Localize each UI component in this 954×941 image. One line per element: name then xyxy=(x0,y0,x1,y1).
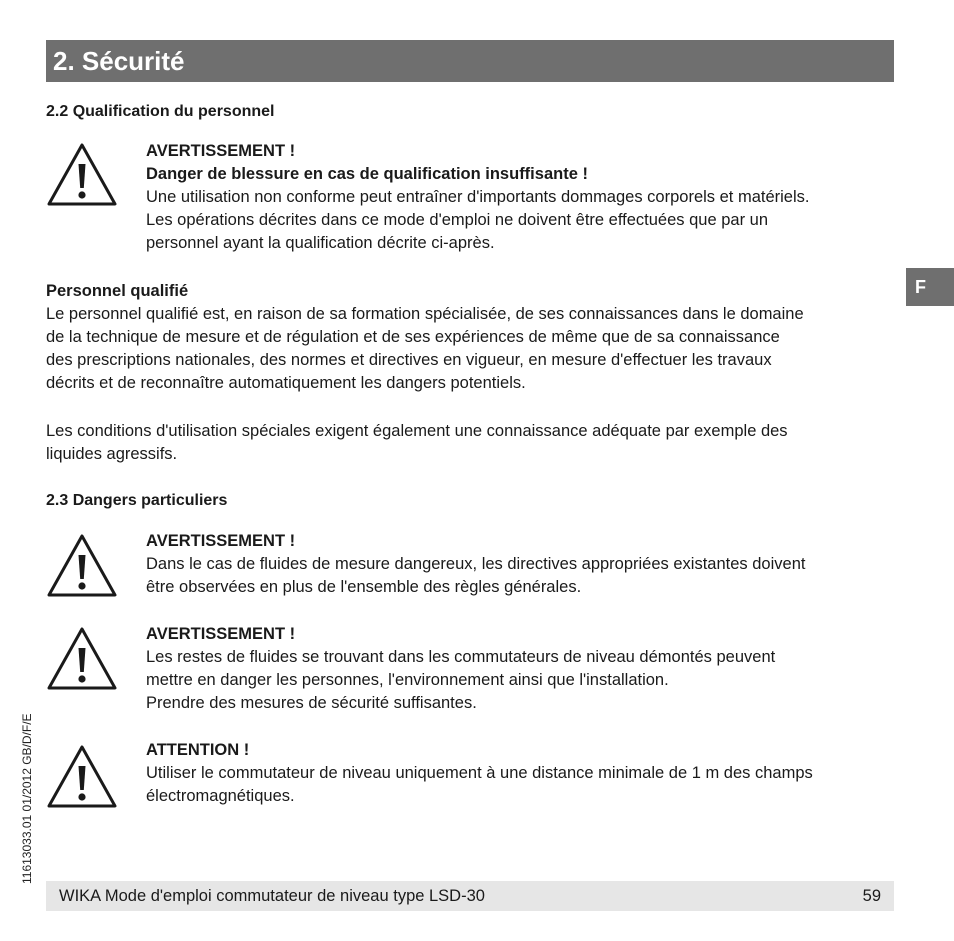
page-title: 2. Sécurité xyxy=(46,40,894,82)
qualified-personnel-paragraph xyxy=(46,280,898,395)
caution-label: ATTENTION ! xyxy=(146,741,250,759)
section-heading-2-3: 2.3 Dangers particuliers xyxy=(46,492,228,509)
warning-text-line: Dans le cas de fluides de mesure dangereux, les directives appropriées existantes doivent xyxy=(146,555,806,573)
warning-text-line: Une utilisation non conforme peut entraîner d'importants dommages corporels et matériels. xyxy=(146,188,810,206)
warning-block-qualification xyxy=(146,140,898,255)
language-tab: F xyxy=(906,268,954,306)
warning-text-line: Prendre des mesures de sécurité suffisantes. xyxy=(146,694,477,712)
warning-text-line: mettre en danger les personnes, l'environnement ainsi que l'installation. xyxy=(146,671,669,689)
conditions-paragraph xyxy=(46,420,898,466)
caution-text-line: électromagnétiques. xyxy=(146,787,295,805)
qualified-personnel-label: Personnel qualifié xyxy=(46,282,189,300)
paragraph-line: des prescriptions nationales, des normes et directives en vigueur, en mesure d'effectuer les travaux xyxy=(46,351,772,369)
warning-triangle-icon xyxy=(46,142,118,206)
paragraph-line: de la technique de mesure et de régulation et de ses expériences de même que de sa connaissance xyxy=(46,328,780,346)
warning-triangle-icon xyxy=(46,626,118,690)
page-number: 59 xyxy=(862,887,881,905)
warning-text-line: être observées en plus de l'ensemble des règles générales. xyxy=(146,578,582,596)
warning-text-line: Les opérations décrites dans ce mode d'emploi ne doivent être effectuées que par un xyxy=(146,211,768,229)
document-code: 11613033.01 01/2012 GB/D/F/E xyxy=(20,713,34,884)
section-heading-2-2: 2.2 Qualification du personnel xyxy=(46,103,275,120)
warning-text-line: personnel ayant la qualification décrite ci-après. xyxy=(146,234,495,252)
paragraph-line: Le personnel qualifié est, en raison de sa formation spécialisée, de ses connaissances dans le domaine xyxy=(46,305,804,323)
paragraph-line: décrits et de reconnaître automatiquement les dangers potentiels. xyxy=(46,374,526,392)
page-footer xyxy=(46,881,894,911)
warning-label: AVERTISSEMENT ! xyxy=(146,625,296,643)
warning-label: AVERTISSEMENT ! xyxy=(146,142,296,160)
warning-triangle-icon xyxy=(46,744,118,808)
warning-block-residual-fluids xyxy=(146,623,898,715)
warning-subtitle: Danger de blessure en cas de qualification insuffisante ! xyxy=(146,165,588,183)
warning-triangle-icon xyxy=(46,533,118,597)
paragraph-line: Les conditions d'utilisation spéciales exigent également une connaissance adéquate par exemple des xyxy=(46,422,788,440)
warning-text-line: Les restes de fluides se trouvant dans les commutateurs de niveau démontés peuvent xyxy=(146,648,776,666)
warning-block-hazardous-fluids xyxy=(146,530,898,599)
paragraph-line: liquides agressifs. xyxy=(46,445,178,463)
caution-block-electromagnetic xyxy=(146,739,898,808)
footer-text: WIKA Mode d'emploi commutateur de niveau type LSD-30 xyxy=(59,887,485,905)
caution-text-line: Utiliser le commutateur de niveau uniquement à une distance minimale de 1 m des champs xyxy=(146,764,813,782)
warning-label: AVERTISSEMENT ! xyxy=(146,532,296,550)
